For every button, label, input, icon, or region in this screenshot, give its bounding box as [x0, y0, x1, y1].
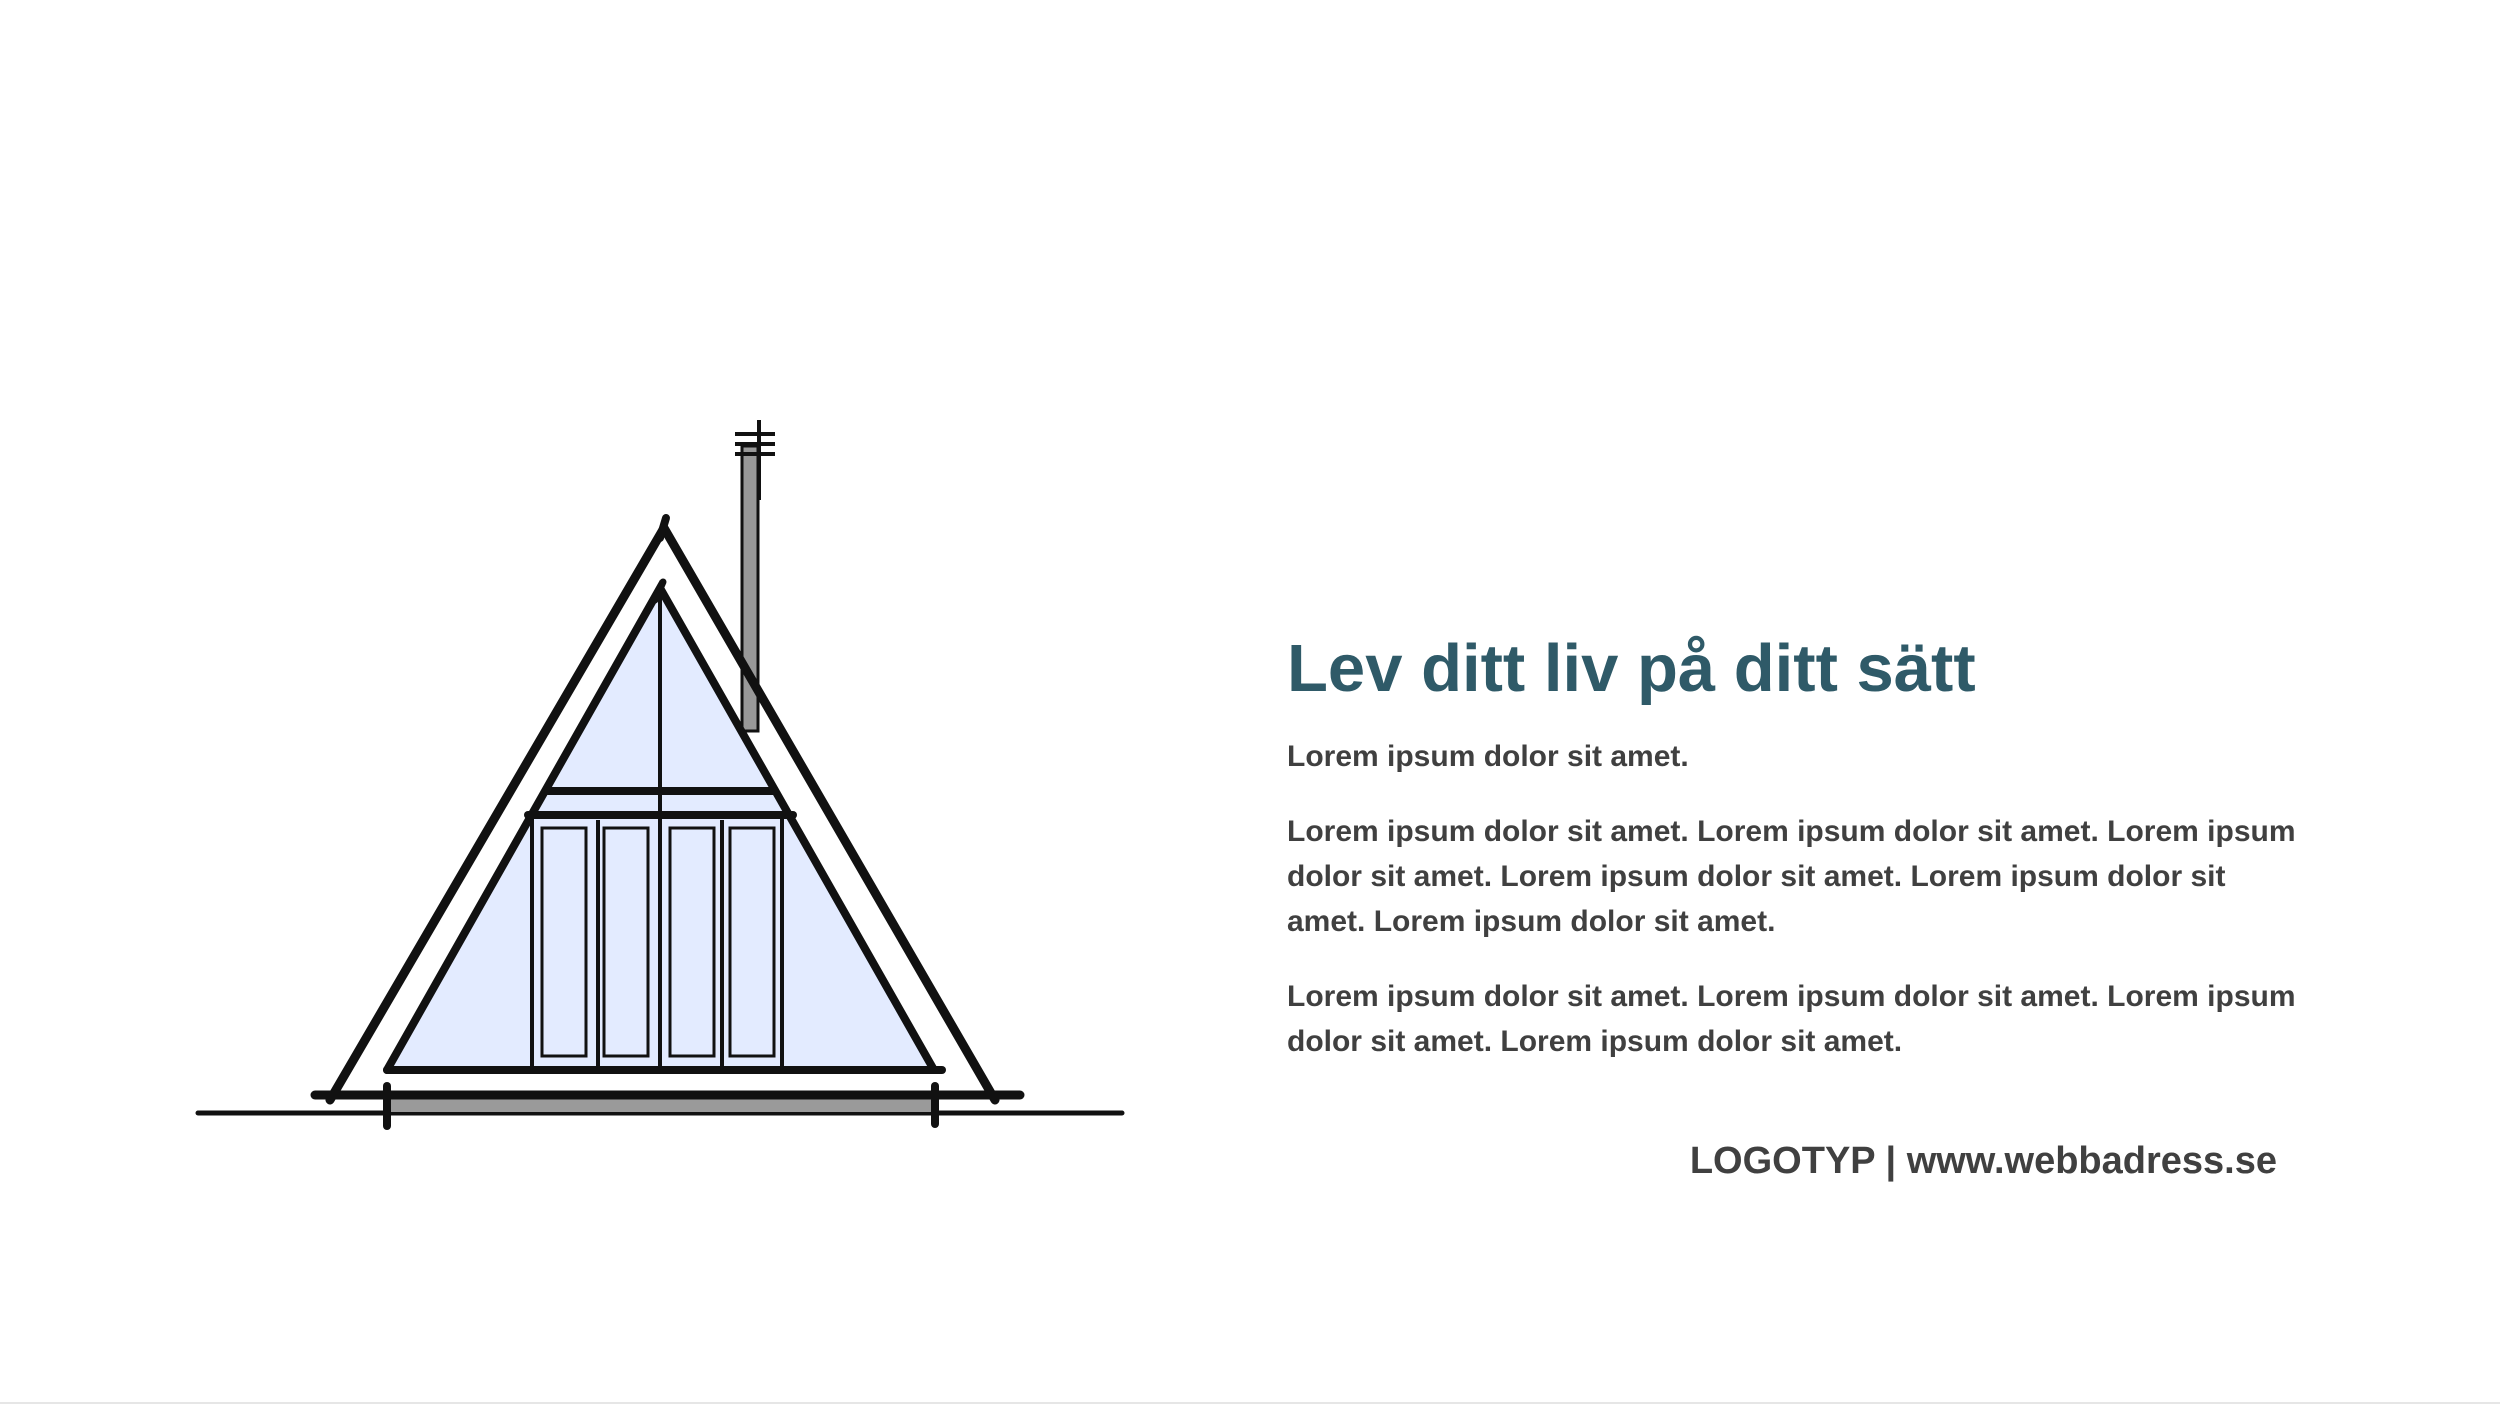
- lead-text: Lorem ipsum dolor sit amet.: [1287, 740, 1689, 774]
- body-paragraph-1: Lorem ipsum dolor sit amet. Lorem ipsum dolor sit amet. Lorem ipsum dolor sit amet. Lorem ipsum dolor sit amet. Lorem ipsum dolor sit amet. Lorem ipsum dolor sit amet.: [1287, 814, 2296, 938]
- headline: Lev ditt liv på ditt sätt: [1287, 631, 1976, 706]
- text-block: [1287, 630, 2307, 1094]
- body-paragraph-2: Lorem ipsum dolor sit amet. Lorem ipsum dolor sit amet. Lorem ipsum dolor sit amet. Lorem ipsum dolor sit amet.: [1287, 979, 2296, 1058]
- footer-logo-url: LOGOTYP | www.webbadress.se: [1689, 1140, 2277, 1182]
- a-frame-house-icon: [190, 410, 1130, 1140]
